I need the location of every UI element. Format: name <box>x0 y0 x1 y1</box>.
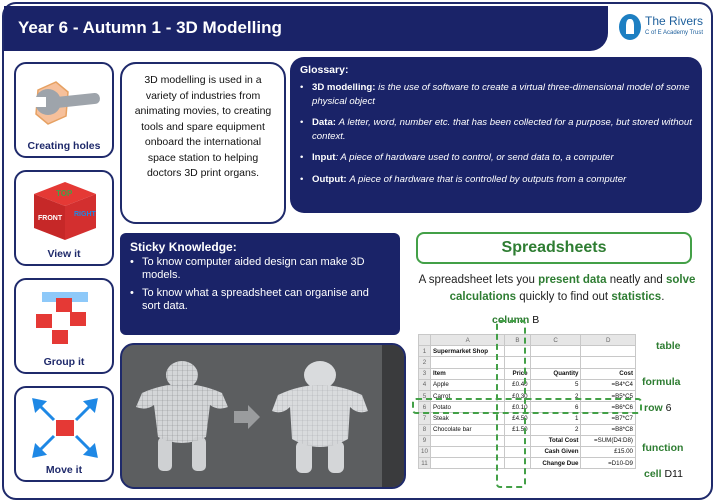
desc-text: quickly to find out <box>516 291 612 303</box>
row-highlight <box>412 398 642 414</box>
arrow-right-icon <box>234 405 260 429</box>
glossary-term: Output: <box>312 173 347 185</box>
page-title: Year 6 - Autumn 1 - 3D Modelling <box>4 6 608 51</box>
table-cell: £0.30 <box>505 390 530 401</box>
model-image <box>120 343 406 489</box>
table-cell: =SUM(D4:D8) <box>581 435 636 446</box>
row-number: 4 <box>419 379 431 390</box>
annotation-table: table <box>656 340 681 352</box>
glossary-term: Input <box>312 152 336 163</box>
tile-label: Creating holes <box>27 140 101 152</box>
row-number: 7 <box>419 413 431 424</box>
corner-cell <box>419 335 431 346</box>
table-cell <box>431 446 505 457</box>
annotation-label: cell <box>644 468 662 480</box>
low-poly-model <box>136 361 228 471</box>
desc-highlight: solve calculations <box>449 274 696 303</box>
table-row <box>419 368 636 379</box>
tile-label: Group it <box>43 356 85 368</box>
table-cell: Cash Given <box>530 446 581 457</box>
table-cell <box>581 357 636 368</box>
spreadsheet-title: Spreadsheets <box>416 232 692 264</box>
table-cell <box>581 346 636 357</box>
table-cell <box>431 357 505 368</box>
cube-face-front: FRONT <box>38 215 63 222</box>
column-header: B <box>505 335 530 346</box>
annotation-key: D11 <box>664 468 683 480</box>
glossary-definition: A piece of hardware that is controlled by outputs from a computer <box>349 173 627 185</box>
table-row <box>419 379 636 390</box>
glossary-term: 3D modelling: <box>312 82 376 93</box>
table-cell: £0.10 <box>505 402 530 413</box>
software-sidebar <box>382 345 404 487</box>
annotation-function: function <box>642 442 684 454</box>
table-cell: Change Due <box>530 458 581 469</box>
table-cell: =B4*C4 <box>581 379 636 390</box>
high-poly-model <box>272 361 368 473</box>
table-cell: £0.40 <box>505 379 530 390</box>
wrench-icon <box>26 70 104 136</box>
table-cell: =B6*C6 <box>581 402 636 413</box>
move-arrows-icon <box>26 394 104 460</box>
annotation-label: column <box>492 314 530 326</box>
table-row <box>419 357 636 368</box>
table-cell <box>431 435 505 446</box>
table-cell <box>431 458 505 469</box>
table-row <box>419 446 636 457</box>
desc-highlight: present data <box>538 274 607 286</box>
glossary-definition: A letter, word, number etc. that has been collected for a purpose, but stored without context. <box>312 117 692 142</box>
tile-creating-holes <box>14 62 114 158</box>
table-cell: Item <box>431 368 505 379</box>
table-cell: Steak <box>431 413 505 424</box>
sticky-item: • To know what a spreadsheet can organise and sort data. <box>130 287 390 313</box>
table-cell <box>530 357 581 368</box>
sticky-knowledge-panel <box>120 233 400 335</box>
table-cell: Price <box>505 368 530 379</box>
row-number: 8 <box>419 424 431 435</box>
row-number: 3 <box>419 368 431 379</box>
tile-group-it <box>14 278 114 374</box>
table-cell: Potato <box>431 402 505 413</box>
row-number: 10 <box>419 446 431 457</box>
logo-mark-icon <box>619 14 641 40</box>
row-number: 2 <box>419 357 431 368</box>
annotation-formula: formula <box>642 376 681 388</box>
annotation-key: 6 <box>665 402 672 414</box>
glossary-item <box>300 81 692 108</box>
tile-move-it <box>14 386 114 482</box>
spreadsheet-description <box>412 272 702 306</box>
table-cell <box>530 346 581 357</box>
table-cell: 5 <box>530 379 581 390</box>
column-header: A <box>431 335 505 346</box>
table-cell: 1 <box>530 413 581 424</box>
desc-text: neatly and <box>606 274 666 286</box>
table-cell: 2 <box>530 424 581 435</box>
intro-text: 3D modelling is used in a variety of industries from animating movies, to creating tools and spare equipment onboard the international space station to helping doctors 3D print organs. <box>120 62 286 224</box>
logo-name: The Rivers <box>645 14 704 28</box>
table-cell: Total Cost <box>530 435 581 446</box>
row-number: 6 <box>419 402 431 413</box>
table-cell: £1.50 <box>505 424 530 435</box>
table-cell: Quantity <box>530 368 581 379</box>
table-cell: =B7*C7 <box>581 413 636 424</box>
tile-label: View it <box>47 248 81 260</box>
table-row <box>419 435 636 446</box>
row-number: 1 <box>419 346 431 357</box>
glossary-definition: is the use of software to create a virtual three-dimensional model of some physical object <box>312 82 690 107</box>
column-header: D <box>581 335 636 346</box>
glossary-item <box>300 173 692 187</box>
table-cell: Apple <box>431 379 505 390</box>
sticky-heading: Sticky Knowledge: <box>130 240 237 254</box>
glossary-item <box>300 116 692 143</box>
desc-text: A spreadsheet lets you <box>418 274 539 286</box>
row-number: 11 <box>419 458 431 469</box>
table-cell: 6 <box>530 402 581 413</box>
table-cell: =D10-D9 <box>581 458 636 469</box>
table-cell: Supermarket Shop <box>431 346 505 357</box>
row-number: 5 <box>419 390 431 401</box>
cube-face-right: RIGHT <box>74 211 96 218</box>
monster-model-illustration <box>122 345 384 487</box>
sticky-item: • To know computer aided design can make 3D models. <box>130 256 390 282</box>
glossary-panel <box>290 57 702 213</box>
glossary-item <box>300 151 692 165</box>
annotation-row <box>644 402 671 414</box>
table-cell: Chocolate bar <box>431 424 505 435</box>
table-cell: 2 <box>530 390 581 401</box>
annotation-label: row <box>644 402 663 414</box>
view-cube-icon <box>26 178 104 244</box>
desc-text: . <box>661 291 665 303</box>
tile-label: Move it <box>45 464 83 476</box>
tile-view-it <box>14 170 114 266</box>
annotation-cell <box>644 468 683 480</box>
glossary-heading: Glossary: <box>300 64 349 76</box>
trust-logo <box>615 12 711 46</box>
annotation-key: B <box>532 314 540 326</box>
table-row <box>419 424 636 435</box>
table-row <box>419 413 636 424</box>
logo-subtitle: C of E Academy Trust <box>645 30 704 36</box>
group-boxes-icon <box>26 286 104 352</box>
table-cell: Carrot <box>431 390 505 401</box>
table-cell: £4.50 <box>505 413 530 424</box>
table-cell: =B8*C8 <box>581 424 636 435</box>
table-cell: =B5*C5 <box>581 390 636 401</box>
row-number: 9 <box>419 435 431 446</box>
table-cell: £15.00 <box>581 446 636 457</box>
glossary-term: Data: <box>312 117 336 128</box>
table-row <box>419 346 636 357</box>
desc-highlight: statistics <box>611 291 662 303</box>
cube-face-top: TOP <box>56 189 73 198</box>
table-cell: Cost <box>581 368 636 379</box>
glossary-definition: : A piece of hardware used to control, or send data to, a computer <box>335 152 614 163</box>
column-header: C <box>530 335 581 346</box>
spreadsheet-panel <box>410 228 706 494</box>
table-row <box>419 458 636 469</box>
